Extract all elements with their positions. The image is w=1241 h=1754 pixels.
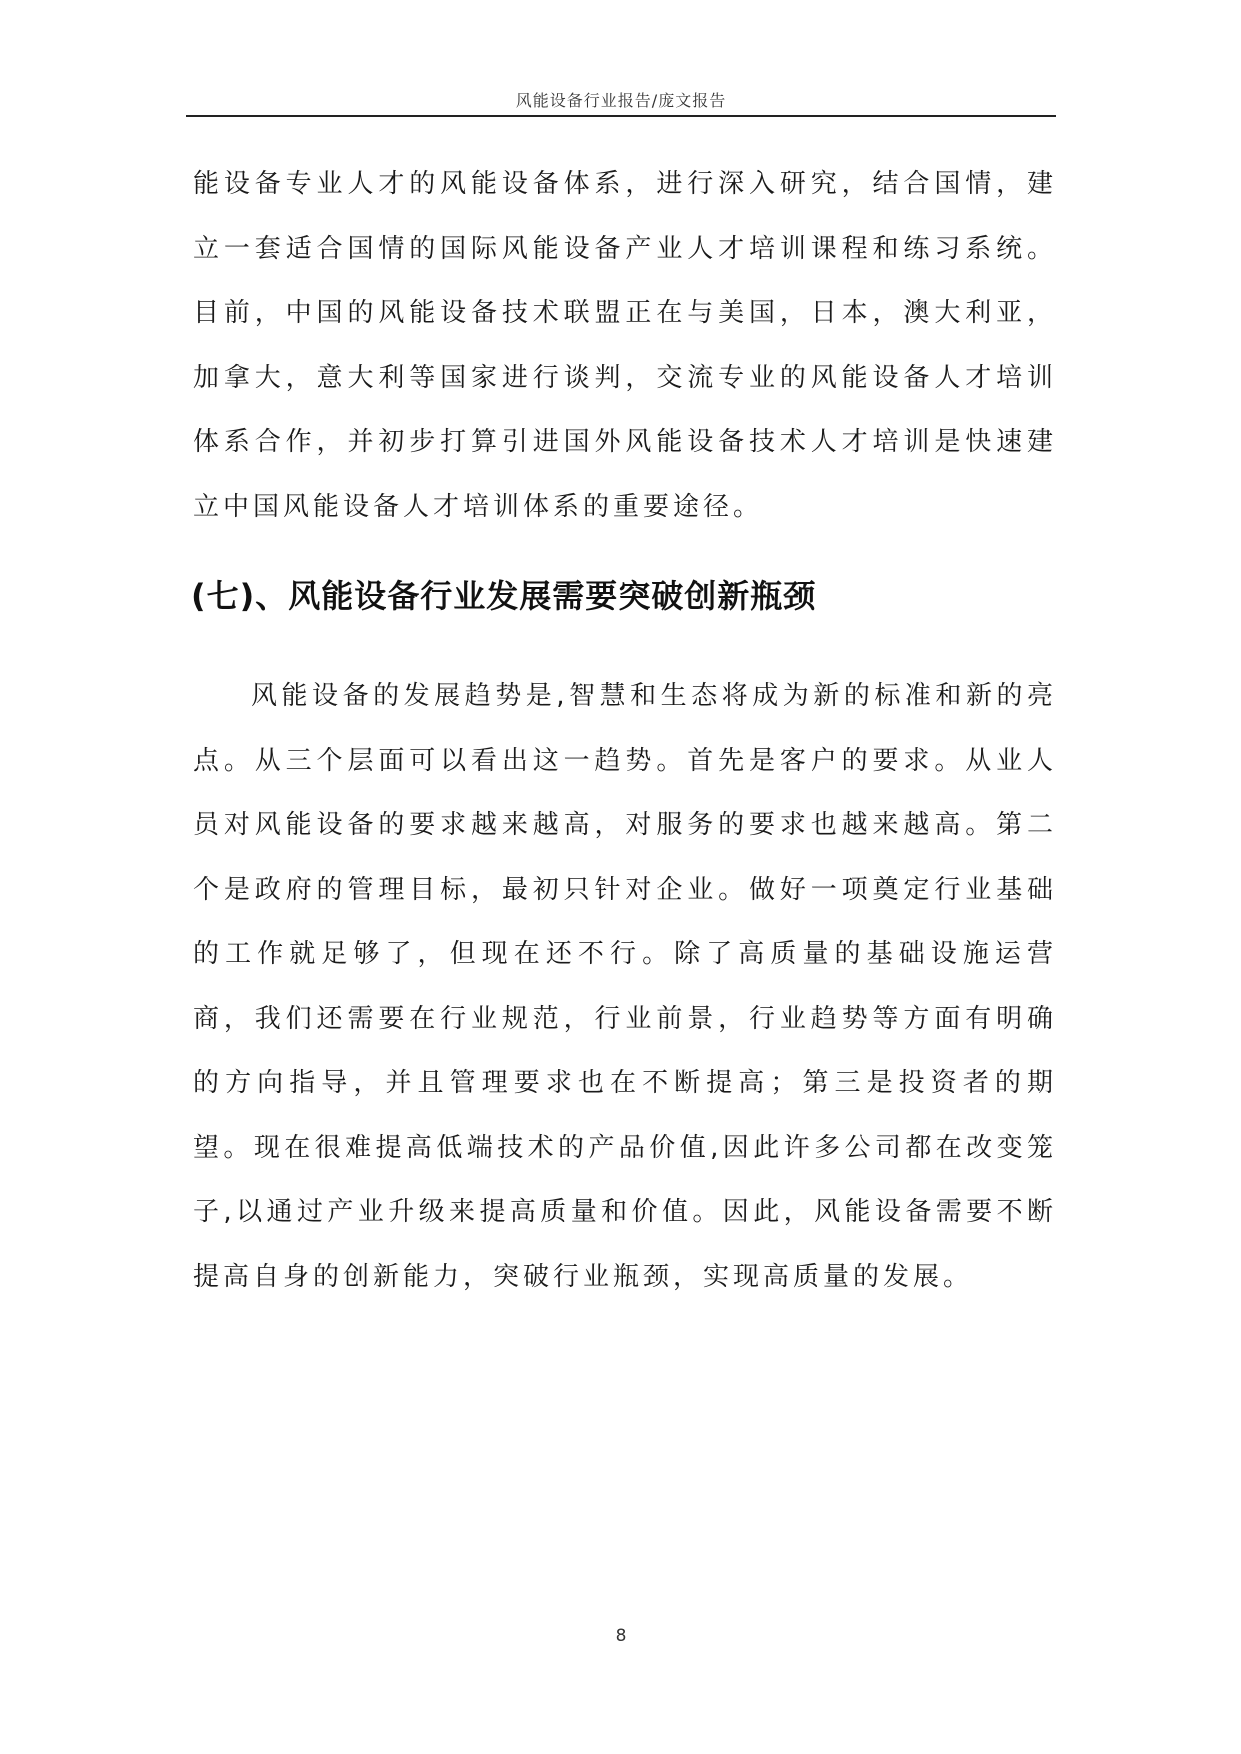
page-header: 风能设备行业报告/庞文报告 — [515, 91, 727, 110]
section-heading: (七)、风能设备行业发展需要突破创新瓶颈 — [191, 577, 817, 615]
page-number: 8 — [615, 1626, 627, 1646]
body-paragraph-continuation: 能设备专业人才的风能设备体系，进行深入研究，结合国情，建立一套适合国情的国际风能设备产业人才培训课程和练习系统。目前，中国的风能设备技术联盟正在与美国，日本，澳大利亚，加拿大，意大利等国家进行谈判，交流专业的风能设备人才培训体系合作，并初步打算引进国外风能设备技术人才培训是快速建立中国风能设备人才培训体系的重要途径。 — [193, 169, 1057, 522]
body-paragraph-section: 风能设备的发展趋势是,智慧和生态将成为新的标准和新的亮点。从三个层面可以看出这一趋势。首先是客户的要求。从业人员对风能设备的要求越来越高，对服务的要求也越来越高。第二个是政府的管理目标，最初只针对企业。做好一项奠定行业基础的工作就足够了，但现在还不行。除了高质量的基础设施运营商，我们还需要在行业规范，行业前景，行业趋势等方面有明确的方向指导，并且管理要求也在不断提高；第三是投资者的期望。现在很难提高低端技术的产品价值,因此许多公司都在改变笼子,以通过产业升级来提高质量和价值。因此，风能设备需要不断提高自身的创新能力，突破行业瓶颈，实现高质量的发展。 — [193, 681, 1057, 1292]
header-divider — [186, 115, 1056, 117]
